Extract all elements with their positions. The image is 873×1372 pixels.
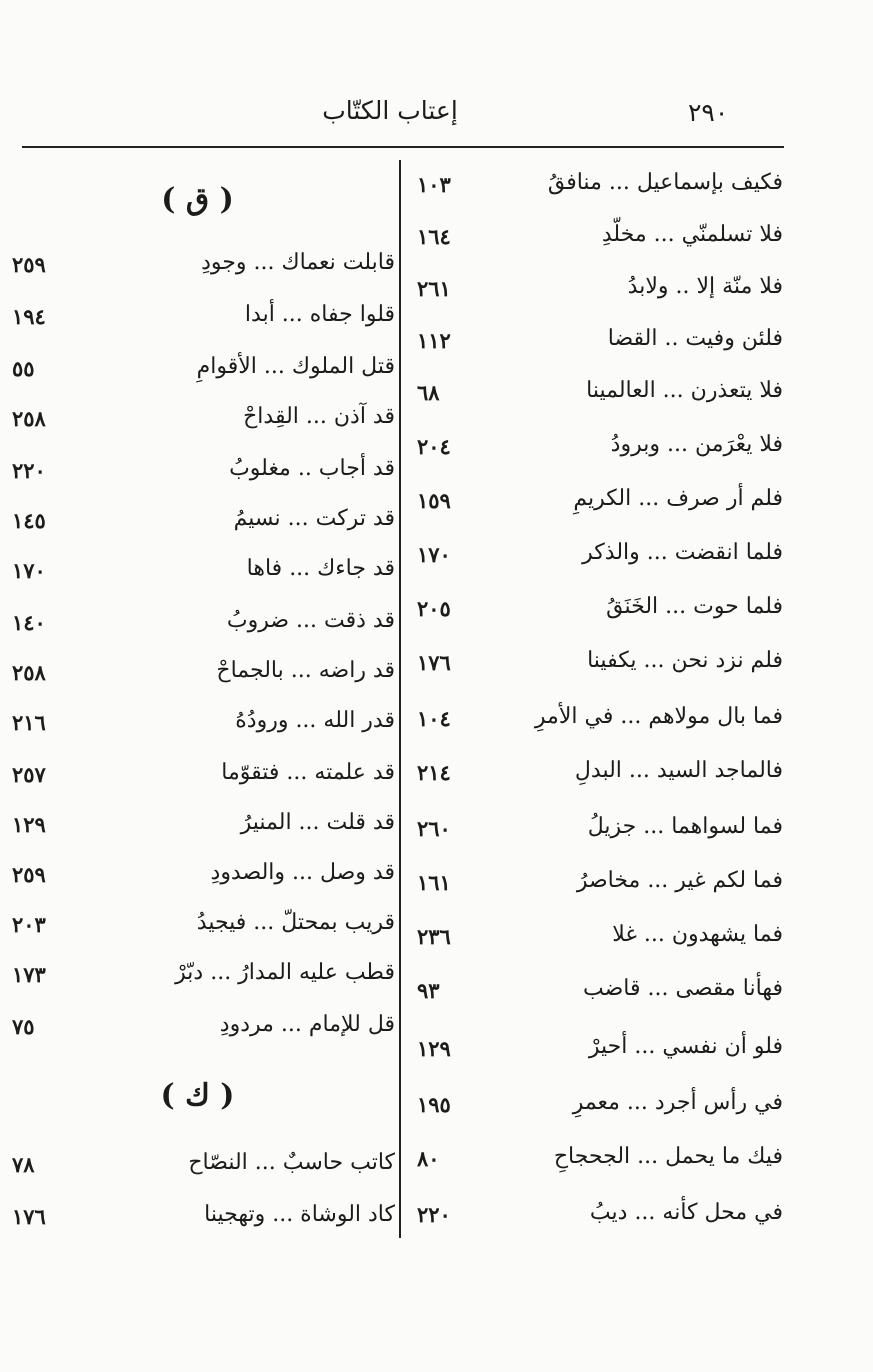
header-rule	[22, 146, 784, 148]
verse-incipit: فالماجد السيد ... البدلِ	[574, 758, 783, 783]
index-entry	[405, 374, 783, 414]
verse-incipit: قد تركت ... نسيمُ	[233, 506, 395, 531]
page-reference: ١٤٠	[12, 610, 46, 635]
index-entry	[405, 270, 783, 310]
index-entry	[0, 956, 395, 996]
index-entry	[0, 298, 395, 338]
index-entry	[0, 1008, 395, 1048]
verse-incipit: فما يشهدون ... غلا	[612, 922, 783, 947]
verse-incipit: قريب بمحتلّ ... فيجيدُ	[196, 910, 395, 935]
page-reference: ٩٣	[417, 978, 440, 1003]
page-reference: ٢٢٠	[12, 458, 46, 483]
page-number: ٢٩٠	[688, 98, 729, 127]
index-entry	[405, 482, 783, 522]
page-reference: ١٠٤	[417, 706, 451, 731]
page-reference: ٥٥	[12, 356, 35, 381]
section-heading-kaf: ( ك )	[160, 1078, 235, 1113]
index-entry	[405, 972, 783, 1012]
verse-incipit: فكيف بإسماعيل ... منافقُ	[547, 170, 783, 195]
verse-incipit: فما بال مولاهم ... في الأمرِ	[534, 704, 783, 729]
index-entry	[0, 604, 395, 644]
page-reference: ٢٠٥	[417, 596, 451, 621]
page-reference: ٢٥٩	[12, 862, 46, 887]
page-reference: ٢٣٦	[417, 924, 451, 949]
verse-incipit: قد قلت ... المنيرُ	[240, 810, 395, 835]
verse-incipit: قد ذقت ... ضروبُ	[226, 608, 395, 633]
column-divider	[399, 160, 401, 1238]
page-reference: ٢٥٨	[12, 660, 46, 685]
page-reference: ٢٥٩	[12, 252, 46, 277]
verse-incipit: فلم أر صرف ... الكريمِ	[573, 486, 783, 511]
page-reference: ٢٥٨	[12, 406, 46, 431]
page-reference: ٧٥	[12, 1014, 35, 1039]
verse-incipit: كاد الوشاة ... وتهجينا	[204, 1202, 395, 1227]
page-reference: ٢٥٧	[12, 762, 46, 787]
index-entry	[0, 502, 395, 542]
index-entry	[0, 704, 395, 744]
index-entry	[405, 536, 783, 576]
verse-incipit: قد راضه ... بالجماحْ	[216, 658, 395, 683]
verse-incipit: فلا يعْرَمن ... وبرودُ	[610, 432, 783, 457]
page-reference: ١٦٤	[417, 224, 451, 249]
page-reference: ١٦١	[417, 870, 451, 895]
index-entry	[0, 806, 395, 846]
index-entry	[405, 1140, 783, 1180]
page-reference: ١٢٩	[12, 812, 46, 837]
page-reference: ١٧٠	[417, 542, 451, 567]
index-entry	[405, 918, 783, 958]
verse-incipit: قد وصل ... والصدودِ	[210, 860, 395, 885]
section-heading-qaf: ( ق )	[161, 182, 234, 217]
page-reference: ١٢٩	[417, 1036, 451, 1061]
verse-incipit: فما لسواهما ... جزيلُ	[587, 814, 783, 839]
page-reference: ١٩٤	[12, 304, 46, 329]
index-entry	[405, 810, 783, 850]
page-reference: ١٤٥	[12, 508, 46, 533]
running-title: إعتاب الكتّاب	[322, 96, 458, 125]
index-entry	[405, 700, 783, 740]
index-entry	[405, 644, 783, 684]
index-entry	[405, 864, 783, 904]
verse-incipit: قل للإمام ... مردودِ	[219, 1012, 395, 1037]
page-reference: ١٧٣	[12, 962, 46, 987]
verse-incipit: قطب عليه المدارُ ... دبّرْ	[175, 960, 395, 985]
index-entry	[0, 400, 395, 440]
verse-incipit: قابلت نعماك ... وجودِ	[201, 250, 395, 275]
index-entry	[405, 754, 783, 794]
verse-incipit: فلا تسلمنّي ... مخلّدِ	[601, 222, 783, 247]
page-reference: ١٧٦	[417, 650, 451, 675]
page-reference: ٢١٤	[417, 760, 451, 785]
page-reference: ١٧٠	[12, 558, 46, 583]
index-entry	[405, 1086, 783, 1126]
index-entry	[0, 1146, 395, 1186]
page-reference: ٢١٦	[12, 710, 46, 735]
verse-incipit: في رأس أجرد ... معمرِ	[572, 1090, 783, 1115]
verse-incipit: قد جاءك ... فاها	[246, 556, 395, 581]
verse-incipit: فهأنا مقصى ... قاضب	[583, 976, 783, 1001]
index-entry	[405, 428, 783, 468]
verse-incipit: قدر الله ... ورودُهُ	[235, 708, 395, 733]
index-entry	[0, 856, 395, 896]
index-entry	[0, 246, 395, 286]
index-entry	[0, 452, 395, 492]
verse-incipit: فلو أن نفسي ... أحيرْ	[588, 1034, 783, 1059]
verse-incipit: فيك ما يحمل ... الجحجاحِ	[553, 1144, 783, 1169]
page-reference: ١٧٦	[12, 1204, 46, 1229]
page-reference: ١١٢	[417, 328, 451, 353]
page-reference: ٨٠	[417, 1146, 440, 1171]
index-entry	[0, 906, 395, 946]
index-entry	[0, 552, 395, 592]
index-entry	[0, 756, 395, 796]
index-entry	[405, 1196, 783, 1236]
verse-incipit: قلوا جفاه ... أبدا	[244, 302, 395, 327]
index-entry	[405, 590, 783, 630]
page-reference: ٢٦١	[417, 276, 451, 301]
verse-incipit: فلا منّة إلا .. ولابدُ	[627, 274, 783, 299]
verse-incipit: كاتب حاسبٌ ... النصّاح	[188, 1150, 395, 1175]
verse-incipit: فلما حوت ... الخَنَقُ	[606, 594, 783, 619]
index-entry	[405, 218, 783, 258]
verse-incipit: فلما انقضت ... والذكر	[582, 540, 783, 565]
verse-incipit: قد أجاب .. مغلوبُ	[229, 456, 395, 481]
page-header	[0, 90, 873, 130]
verse-incipit: فلا يتعذرن ... العالمينا	[586, 378, 783, 403]
page-reference: ٢٠٣	[12, 912, 46, 937]
verse-incipit: قد علمته ... فتقوّما	[221, 760, 395, 785]
index-entry	[405, 322, 783, 362]
page-reference: ٧٨	[12, 1152, 35, 1177]
verse-incipit: قد آذن ... القِداحْ	[243, 404, 395, 429]
verse-incipit: فلم نزد نحن ... يكفينا	[587, 648, 783, 673]
page-reference: ١٩٥	[417, 1092, 451, 1117]
verse-incipit: فلئن وفيت .. القضا	[607, 326, 783, 351]
verse-incipit: قتل الملوك ... الأقوامِ	[196, 354, 395, 379]
page-reference: ١٥٩	[417, 488, 451, 513]
index-entry	[405, 1030, 783, 1070]
page-reference: ٢٢٠	[417, 1202, 451, 1227]
index-entry	[0, 350, 395, 390]
page-reference: ١٠٣	[417, 172, 451, 197]
index-entry	[0, 1198, 395, 1238]
page-reference: ٢٦٠	[417, 816, 451, 841]
page-reference: ٦٨	[417, 380, 440, 405]
verse-incipit: في محل كأنه ... ديبُ	[589, 1200, 783, 1225]
index-entry	[0, 654, 395, 694]
verse-incipit: فما لكم غير ... مخاصرُ	[576, 868, 783, 893]
index-entry	[405, 166, 783, 206]
page-reference: ٢٠٤	[417, 434, 451, 459]
